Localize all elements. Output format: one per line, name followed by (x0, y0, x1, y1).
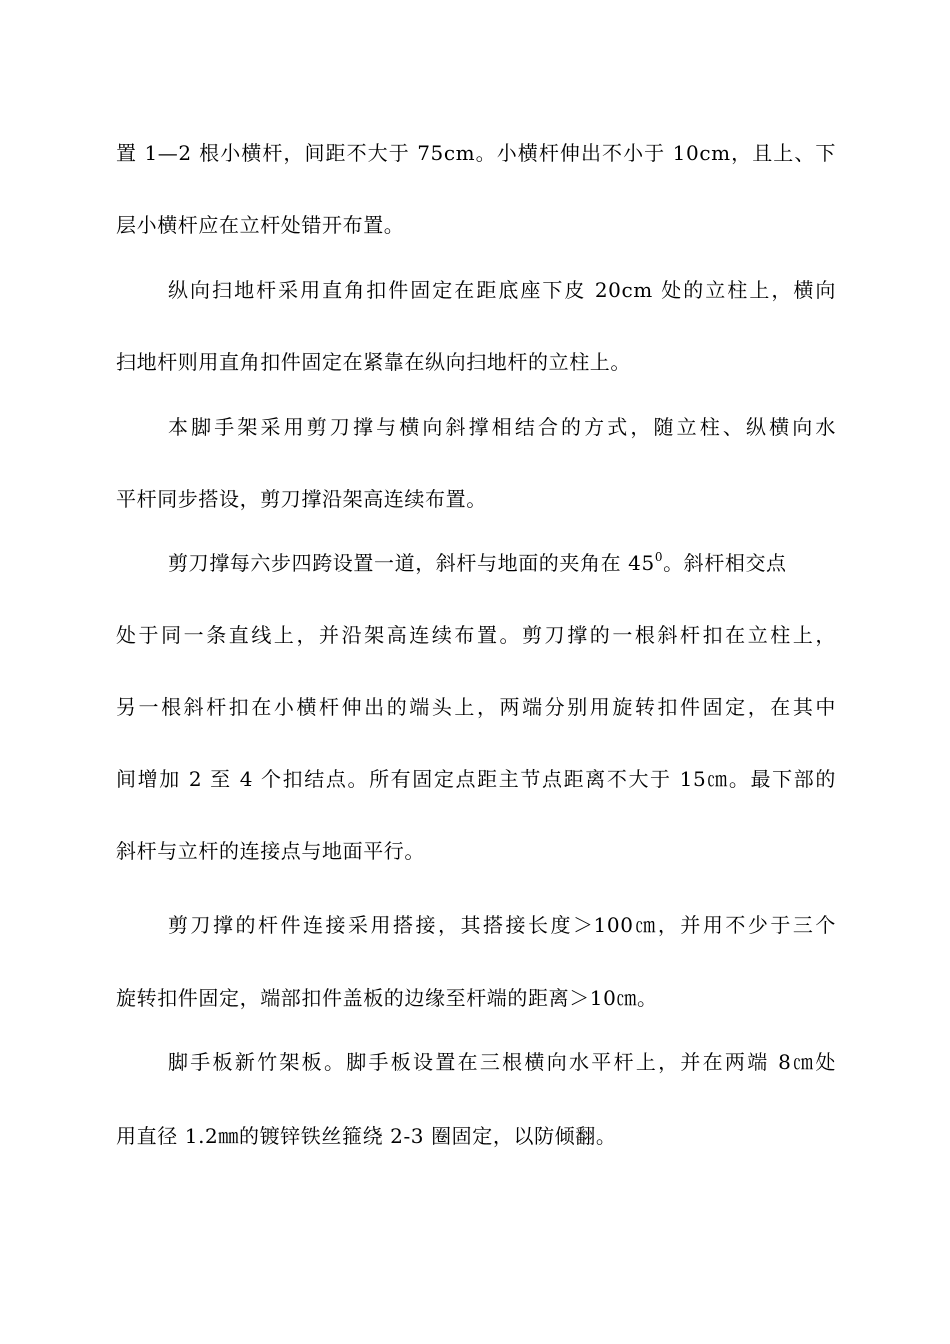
text-line: 旋转扣件固定，端部扣件盖板的边缘至杆端的距离＞10㎝。 (116, 986, 658, 1010)
text-line: 斜杆与立杆的连接点与地面平行。 (116, 839, 425, 863)
text-line: 脚手板新竹架板。脚手板设置在三根横向水平杆上，并在两端 8㎝处 (168, 1050, 836, 1074)
text-segment: 剪刀撑每六步四跨设置一道，斜杆与地面的夹角在 45 (168, 551, 655, 575)
text-line: 本脚手架采用剪刀撑与横向斜撑相结合的方式，随立柱、纵横向水 (168, 415, 836, 439)
text-line: 剪刀撑的杆件连接采用搭接，其搭接长度＞100㎝，并用不少于三个 (168, 913, 836, 937)
text-line: 纵向扫地杆采用直角扣件固定在距底座下皮 20cm 处的立柱上，横向 (168, 278, 836, 302)
text-line (168, 548, 836, 578)
text-line: 处于同一条直线上，并沿架高连续布置。剪刀撑的一根斜杆扣在立柱上， (116, 623, 836, 647)
text-line: 置 1—2 根小横杆，间距不大于 75cm。小横杆伸出不小于 10cm，且上、下 (116, 141, 836, 165)
text-line: 另一根斜杆扣在小横杆伸出的端头上，两端分别用旋转扣件固定，在其中 (116, 695, 836, 719)
text-line: 平杆同步搭设，剪刀撑沿架高连续布置。 (116, 487, 487, 511)
degree-superscript: 0 (654, 550, 664, 564)
text-segment: 。斜杆相交点 (663, 551, 787, 575)
text-line: 用直径 1.2㎜的镀锌铁丝箍绕 2-3 圈固定，以防倾翻。 (116, 1124, 617, 1148)
text-line: 扫地杆则用直角扣件固定在紧靠在纵向扫地杆的立柱上。 (116, 350, 631, 374)
text-line: 层小横杆应在立杆处错开布置。 (116, 213, 405, 237)
text-line: 间增加 2 至 4 个扣结点。所有固定点距主节点距离不大于 15㎝。最下部的 (116, 767, 836, 791)
